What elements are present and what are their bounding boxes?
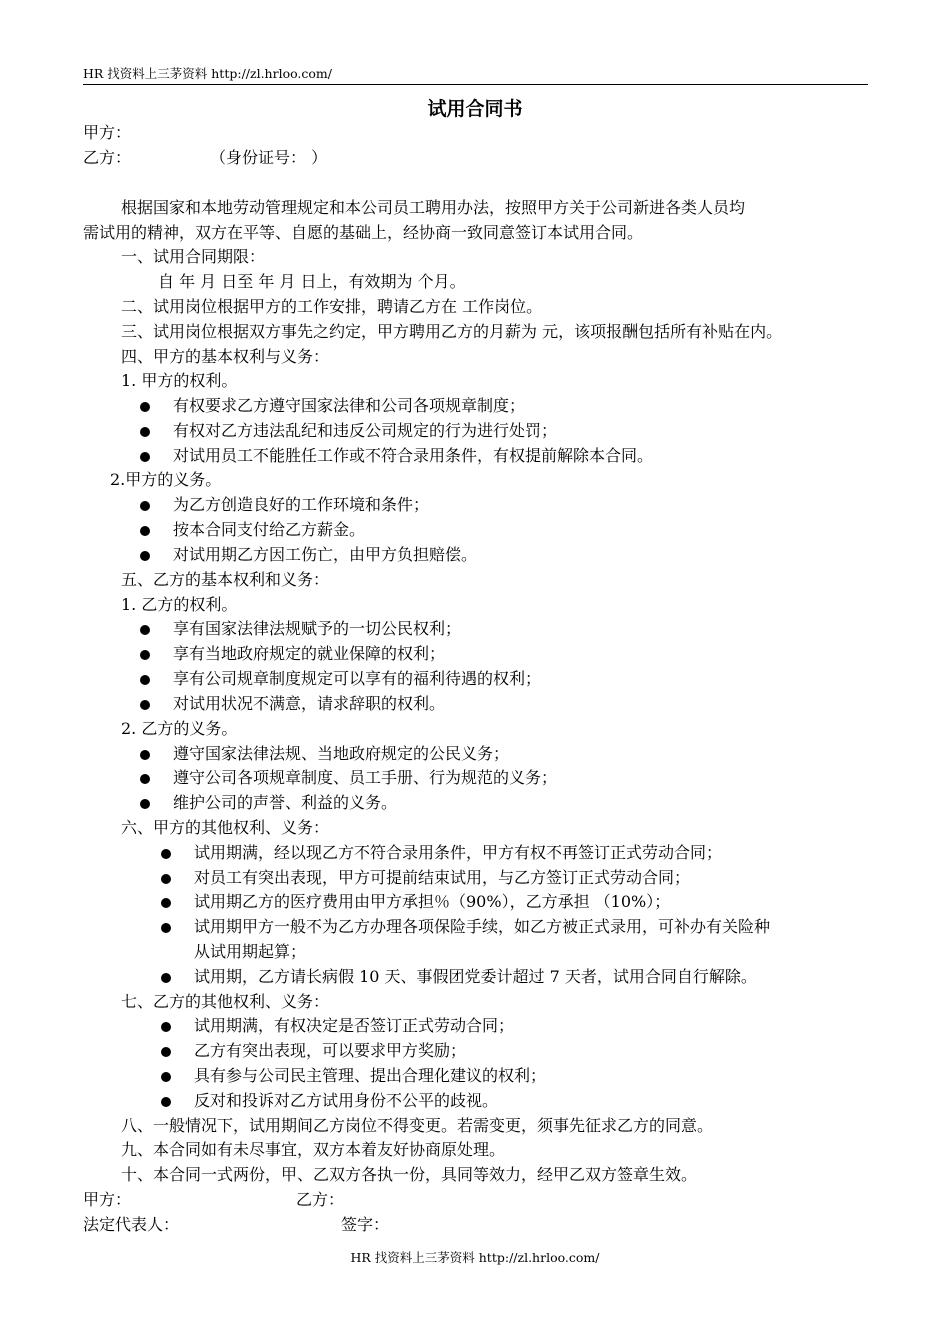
signature-label: 签字： <box>341 1215 390 1234</box>
section-3: 三、试用岗位根据双方事先之约定，甲方聘用乙方的月薪为 元，该项报酬包括所有补贴在内。 <box>121 322 783 341</box>
section-9: 九、本合同如有未尽事宜，双方本着友好协商原处理。 <box>121 1140 506 1159</box>
bullet-icon <box>140 402 150 412</box>
bullet-icon <box>140 750 150 760</box>
section-4-2-title: 2.甲方的义务。 <box>110 470 222 489</box>
party-b-label: 乙方： <box>83 148 132 167</box>
bullet-icon <box>140 700 150 710</box>
party-a-label: 甲方： <box>83 123 132 142</box>
bullet-icon <box>161 898 171 908</box>
bullet-icon <box>140 774 150 784</box>
bullet-icon <box>161 1072 171 1082</box>
page-footer: HR 找资料上三茅资料 http://zl.hrloo.com/ <box>350 1250 600 1265</box>
legal-representative-label: 法定代表人： <box>83 1215 180 1234</box>
bullet-icon <box>140 551 150 561</box>
bullet-icon <box>140 675 150 685</box>
bullet-icon <box>161 1022 171 1032</box>
bullet-icon <box>161 973 171 983</box>
section-1-title: 一、试用合同期限： <box>121 247 266 266</box>
section-1-body: 自 年 月 日至 年 月 日上，有效期为 个月。 <box>158 272 466 291</box>
bullet-icon <box>161 874 171 884</box>
list-item-continuation: 从试用期起算； <box>194 942 307 961</box>
section-5-1-title: 1. 乙方的权利。 <box>121 595 238 614</box>
document-title: 试用合同书 <box>427 98 523 120</box>
bullet-icon <box>161 849 171 859</box>
intro-line-2: 需试用的精神，双方在平等、自愿的基础上，经协商一致同意签订本试用合同。 <box>83 223 644 242</box>
bullet-icon <box>140 452 150 462</box>
bullet-icon <box>161 1047 171 1057</box>
section-7-title: 七、乙方的其他权利、义务： <box>121 992 330 1011</box>
sign-party-a: 甲方： <box>83 1190 132 1209</box>
bullet-icon <box>140 650 150 660</box>
bullet-icon <box>161 1097 171 1107</box>
bullet-icon <box>140 799 150 809</box>
bullet-icon <box>161 923 171 933</box>
page-header: HR 找资料上三茅资料 http://zl.hrloo.com/ <box>83 66 868 85</box>
section-5-title: 五、乙方的基本权利和义务： <box>121 570 330 589</box>
section-2: 二、试用岗位根据甲方的工作安排，聘请乙方在 工作岗位。 <box>121 297 543 316</box>
bullet-icon <box>140 625 150 635</box>
section-8: 八、一般情况下，试用期间乙方岗位不得变更。若需变更，须事先征求乙方的同意。 <box>121 1116 714 1135</box>
bullet-icon <box>140 501 150 511</box>
id-number-label: （身份证号： ） <box>210 148 328 167</box>
sign-party-b: 乙方： <box>296 1190 345 1209</box>
section-5-2-title: 2. 乙方的义务。 <box>121 719 238 738</box>
section-6-title: 六、甲方的其他权利、义务： <box>121 818 330 837</box>
intro-line-1: 根据国家和本地劳动管理规定和本公司员工聘用办法，按照甲方关于公司新进各类人员均 <box>121 198 746 217</box>
bullet-icon <box>140 427 150 437</box>
section-10: 十、本合同一式两份，甲、乙双方各执一份，具同等效力，经甲乙双方签章生效。 <box>121 1165 698 1184</box>
bullet-icon <box>140 526 150 536</box>
section-4-1-title: 1. 甲方的权利。 <box>121 371 238 390</box>
section-4-title: 四、甲方的基本权利与义务： <box>121 347 330 366</box>
